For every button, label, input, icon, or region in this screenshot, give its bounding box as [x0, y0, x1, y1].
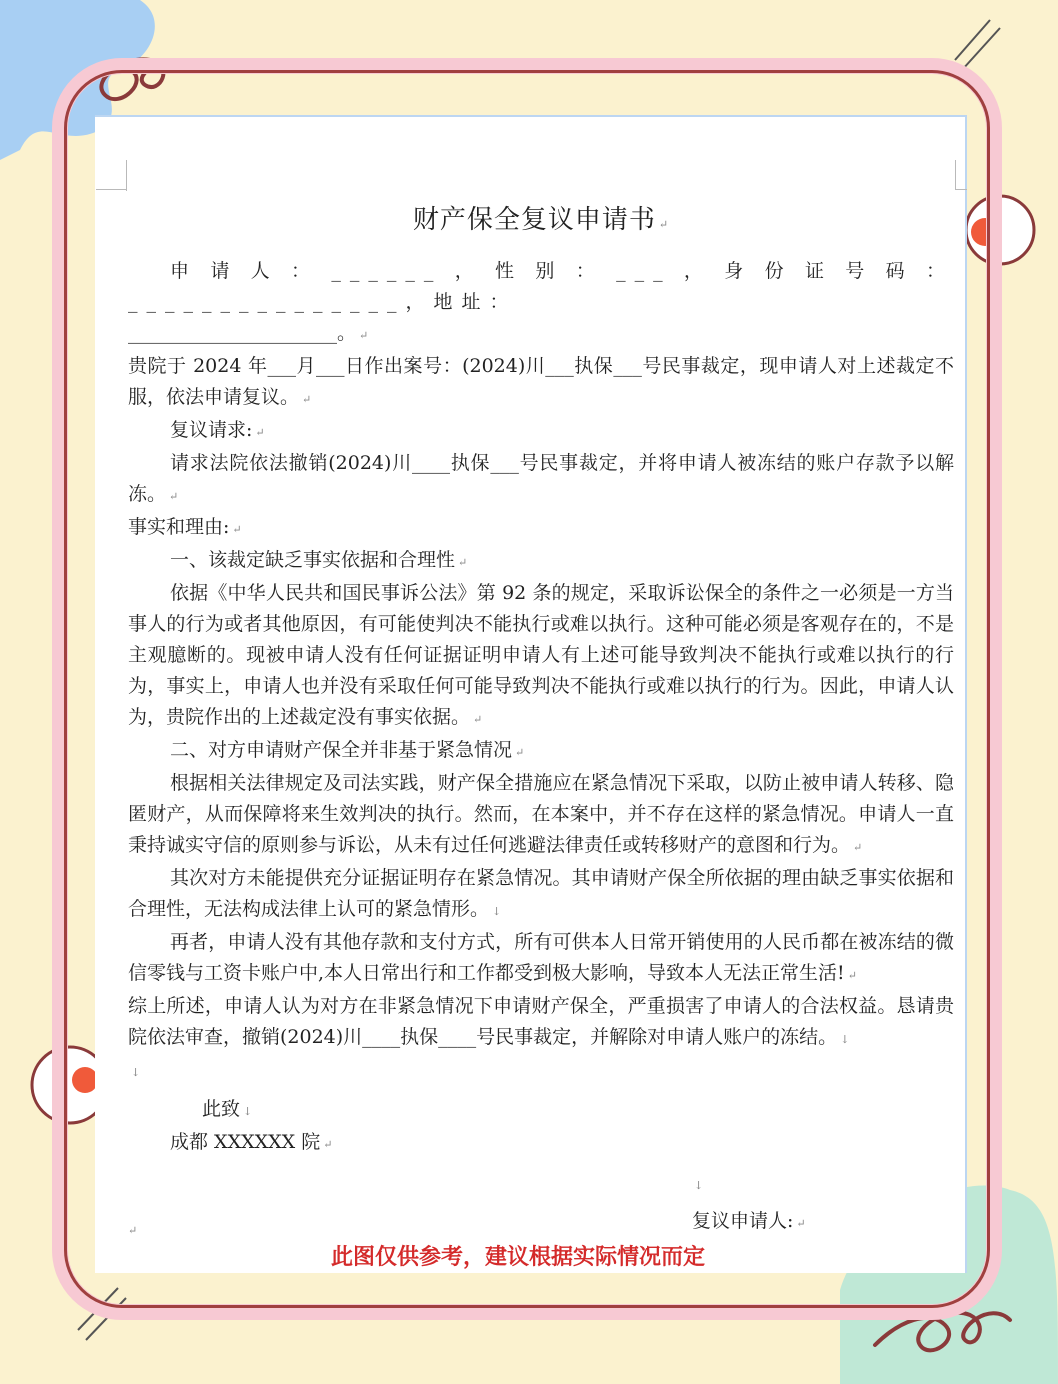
applicant-line: 申请人：______，性别：___，身份证号码：_______________，地址：: [128, 260, 954, 313]
intro-paragraph: 贵院于 2024 年___月___日作出案号：(2024)川___执保___号民事裁定，现申请人对上述裁定不服，依法申请复议。 ↵: [128, 355, 954, 408]
address-line: ______________________。 ↵: [128, 322, 369, 344]
conclusion-paragraph: 综上所述，申请人认为对方在非紧急情况下申请财产保全，严重损害了申请人的合法权益。恳请贵院依法审查，撤销(2024)川____执保____号民事裁定，并解除对申请人账户的冻结。 ↓: [128, 995, 954, 1048]
line-break-mark: ↓: [694, 1179, 704, 1192]
facts-heading: 事实和理由: ↵: [128, 516, 242, 538]
point2-body: 根据相关法律规定及司法实践，财产保全措施应在紧急情况下采取，以防止被申请人转移、隐匿财产，从而保障将来生效判决的执行。然而，在本案中，并不存在这样的紧急情况。申请人一直秉持诚实守信的原则参与诉讼，从未有过任何逃避法律责任或转移财产的意图和行为。 ↵: [128, 772, 954, 856]
signature-block: [128, 1160, 954, 1252]
request-heading: 复议请求: ↵: [170, 419, 265, 441]
crop-mark-top-left: [126, 160, 127, 191]
request-body: 请求法院依法撤销(2024)川____执保___号民事裁定，并将申请人被冻结的账户存款予以解冻。 ↵: [128, 452, 954, 505]
closing-to: 此致 ↓: [202, 1098, 253, 1120]
point2-heading: 二、对方申请财产保全并非基于紧急情况 ↵: [170, 739, 525, 761]
crop-mark-top-right-h: [955, 189, 967, 190]
crop-mark-top-right: [955, 160, 956, 190]
end-paragraph-mark: ↵: [128, 1224, 138, 1237]
corner-stroke-tr: [955, 20, 990, 60]
document-body: [128, 195, 954, 1252]
blank-line: ↓: [131, 1066, 141, 1079]
reference-footnote: 此图仅供参考，建议根据实际情况而定: [330, 1245, 705, 1270]
point1-body: 依据《中华人民共和国民事诉公法》第 92 条的规定，采取诉讼保全的条件之一必须是一方当事人的行为或者其他原因，有可能使判决不能执行或难以执行。这种可能必须是客观存在的，不是主观臆断的。现被申请人没有任何证据证明申请人有上述可能导致判决不能执行或难以执行的行为，事实上，申请人也并没有采取任何可能导致判决不能执行或难以执行的行为。因此，申请人认为，贵院作出的上述裁定没有事实依据。 ↵: [128, 582, 954, 728]
crop-mark-top-left-h: [96, 189, 126, 190]
point2-body3: 再者，申请人没有其他存款和支付方式，所有可供本人日常开销使用的人民币都在被冻结的微信零钱与工资卡账户中,本人日常出行和工作都受到极大影响，导致本人无法正常生活! ↵: [128, 931, 954, 984]
document-title: 财产保全复议申请书 ↵: [412, 205, 670, 235]
point1-heading: 一、该裁定缺乏事实依据和合理性 ↵: [170, 549, 468, 571]
point2-body2: 其次对方未能提供充分证据证明存在紧急情况。其申请财产保全所依据的理由缺乏事实依据和合理性，无法构成法律上认可的紧急情形。 ↓: [128, 867, 954, 920]
signature-label: 复议申请人: ↵: [692, 1210, 806, 1232]
court-name: 成都 XXXXXX 院 ↵: [170, 1131, 333, 1153]
corner-stroke-tr2: [962, 28, 1000, 70]
